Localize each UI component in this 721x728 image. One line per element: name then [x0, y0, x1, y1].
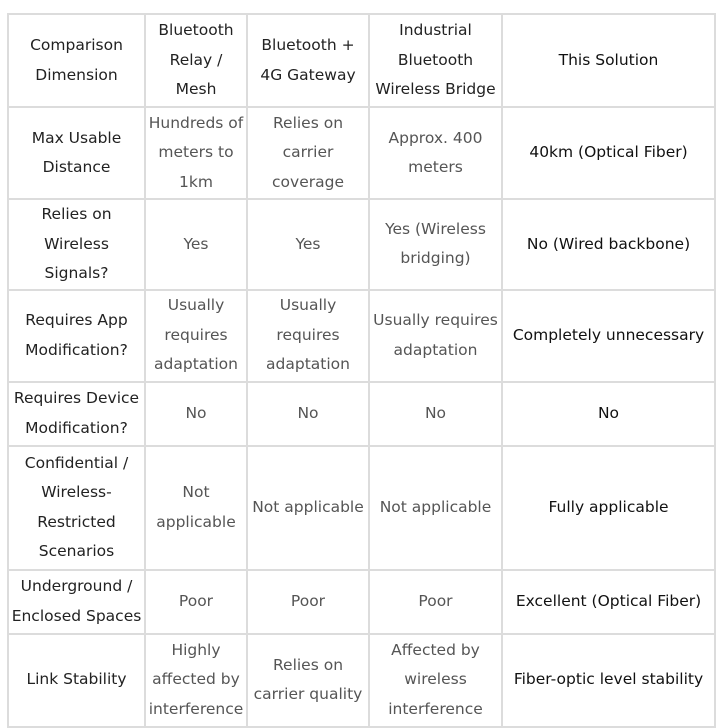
row-label: Requires App Modification? [8, 290, 145, 382]
table-cell: Hundreds of meters to 1km [145, 107, 247, 199]
table-cell: Approx. 400 meters [369, 107, 502, 199]
header-cell-industrial-bluetooth-bridge: Industrial Bluetooth Wireless Bridge [369, 14, 502, 107]
comparison-table [7, 13, 716, 728]
table-cell: Relies on carrier coverage [247, 107, 369, 199]
table-cell: 40km (Optical Fiber) [502, 107, 715, 199]
header-cell-bluetooth-relay-mesh: Bluetooth Relay / Mesh [145, 14, 247, 107]
table-cell: Usually requires adaptation [247, 290, 369, 382]
comparison-table-container [7, 13, 716, 728]
table-cell: Poor [247, 570, 369, 634]
table-cell: Usually requires adaptation [369, 290, 502, 382]
header-cell-this-solution: This Solution [502, 14, 715, 107]
table-cell: No [502, 382, 715, 446]
row-label: Link Stability [8, 634, 145, 727]
table-cell: Yes [247, 199, 369, 290]
table-cell: Yes (Wireless bridging) [369, 199, 502, 290]
row-label: Confidential / Wireless-Restricted Scenarios [8, 446, 145, 570]
table-row-underground-spaces [8, 570, 715, 634]
table-cell: No [145, 382, 247, 446]
row-label: Underground / Enclosed Spaces [8, 570, 145, 634]
table-cell: Not applicable [247, 446, 369, 570]
table-cell: Yes [145, 199, 247, 290]
table-cell: Relies on carrier quality [247, 634, 369, 727]
table-cell: Poor [369, 570, 502, 634]
row-label: Max Usable Distance [8, 107, 145, 199]
table-cell: Highly affected by interference [145, 634, 247, 727]
header-cell-bluetooth-4g-gateway: Bluetooth + 4G Gateway [247, 14, 369, 107]
table-cell: Poor [145, 570, 247, 634]
table-row-link-stability [8, 634, 715, 727]
table-cell: Excellent (Optical Fiber) [502, 570, 715, 634]
table-cell: No [369, 382, 502, 446]
table-cell: Not applicable [145, 446, 247, 570]
table-cell: No (Wired backbone) [502, 199, 715, 290]
table-row-device-modification [8, 382, 715, 446]
table-row-wireless-signals [8, 199, 715, 290]
table-row-app-modification [8, 290, 715, 382]
row-label: Relies on Wireless Signals? [8, 199, 145, 290]
table-cell: Affected by wireless interference [369, 634, 502, 727]
header-row [8, 14, 715, 107]
table-row-confidential-scenarios [8, 446, 715, 570]
table-cell: Fully applicable [502, 446, 715, 570]
table-cell: No [247, 382, 369, 446]
table-cell: Usually requires adaptation [145, 290, 247, 382]
row-label: Requires Device Modification? [8, 382, 145, 446]
table-cell: Completely unnecessary [502, 290, 715, 382]
table-cell: Not applicable [369, 446, 502, 570]
header-cell-dimension: Comparison Dimension [8, 14, 145, 107]
table-row-max-distance [8, 107, 715, 199]
table-cell: Fiber-optic level stability [502, 634, 715, 727]
